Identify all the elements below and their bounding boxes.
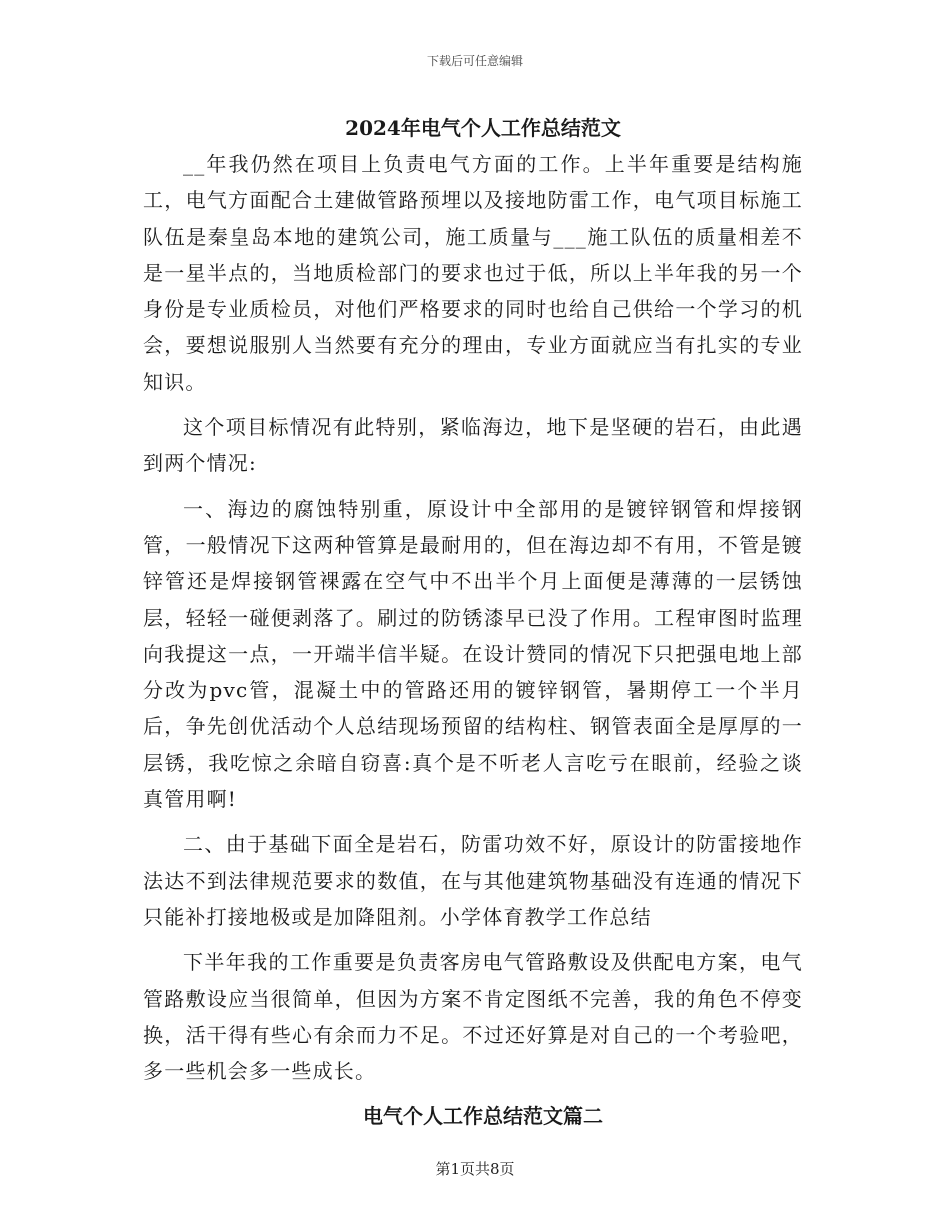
paragraph-1: __年我仍然在项目上负责电气方面的工作。上半年重要是结构施工，电气方面配合土建做管路预埋以及接地防雷工作，电气项目标施工队伍是秦皇岛本地的建筑公司，施工质量与___施工队伍的质量相差不是一星半点的，当地质检部门的要求也过于低，所以上半年我的另一个身份是专业质检员，对他们严格要求的同时也给自己供给一个学习的机会，要想说服别人当然要有充分的理由，专业方面就应当有扎实的专业知识。 [143, 152, 803, 394]
header-note: 下载后可任意编辑 [426, 54, 523, 68]
paragraph-2: 这个项目标情况有此特别，紧临海边，地下是坚硬的岩石，由此遇到两个情况: [143, 415, 803, 476]
paragraph-4: 二、由于基础下面全是岩石，防雷功效不好，原设计的防雷接地作法达不到法律规范要求的数值，在与其他建筑物基础没有连通的情况下只能补打接地极或是加降阻剂。小学体育教学工作总结 [143, 832, 803, 929]
document-title: 2024年电气个人工作总结范文 [345, 116, 621, 140]
paragraph-5: 下半年我的工作重要是负责客房电气管路敷设及供配电方案，电气管路敷设应当很简单，但因为方案不肯定图纸不完善，我的角色不停变换，活干得有些心有余而力不足。不过还好算是对自己的一个考验吧，多一些机会多一些成长。 [143, 950, 803, 1084]
section-subheading: 电气个人工作总结范文篇二 [363, 1104, 603, 1129]
document-body [143, 112, 803, 1134]
paragraph-3: 一、海边的腐蚀特别重，原设计中全部用的是镀锌钢管和焊接钢管，一般情况下这两种管算是最耐用的，但在海边却不有用，不管是镀锌管还是焊接钢管裸露在空气中不出半个月上面便是薄薄的一层锈蚀层，轻轻一碰便剥落了。刷过的防锈漆早已没了作用。工程审图时监理向我提这一点，一开端半信半疑。在设计赞同的情况下只把强电地上部分改为pvc管，混凝土中的管路还用的镀锌钢管，暑期停工一个半月后，争先创优活动个人总结现场预留的结构柱、钢管表面全是厚厚的一层锈，我吃惊之余暗自窃喜:真个是不听老人言吃亏在眼前，经验之谈真管用啊! [143, 496, 803, 812]
page-number: 第1页共8页 [435, 1160, 515, 1178]
